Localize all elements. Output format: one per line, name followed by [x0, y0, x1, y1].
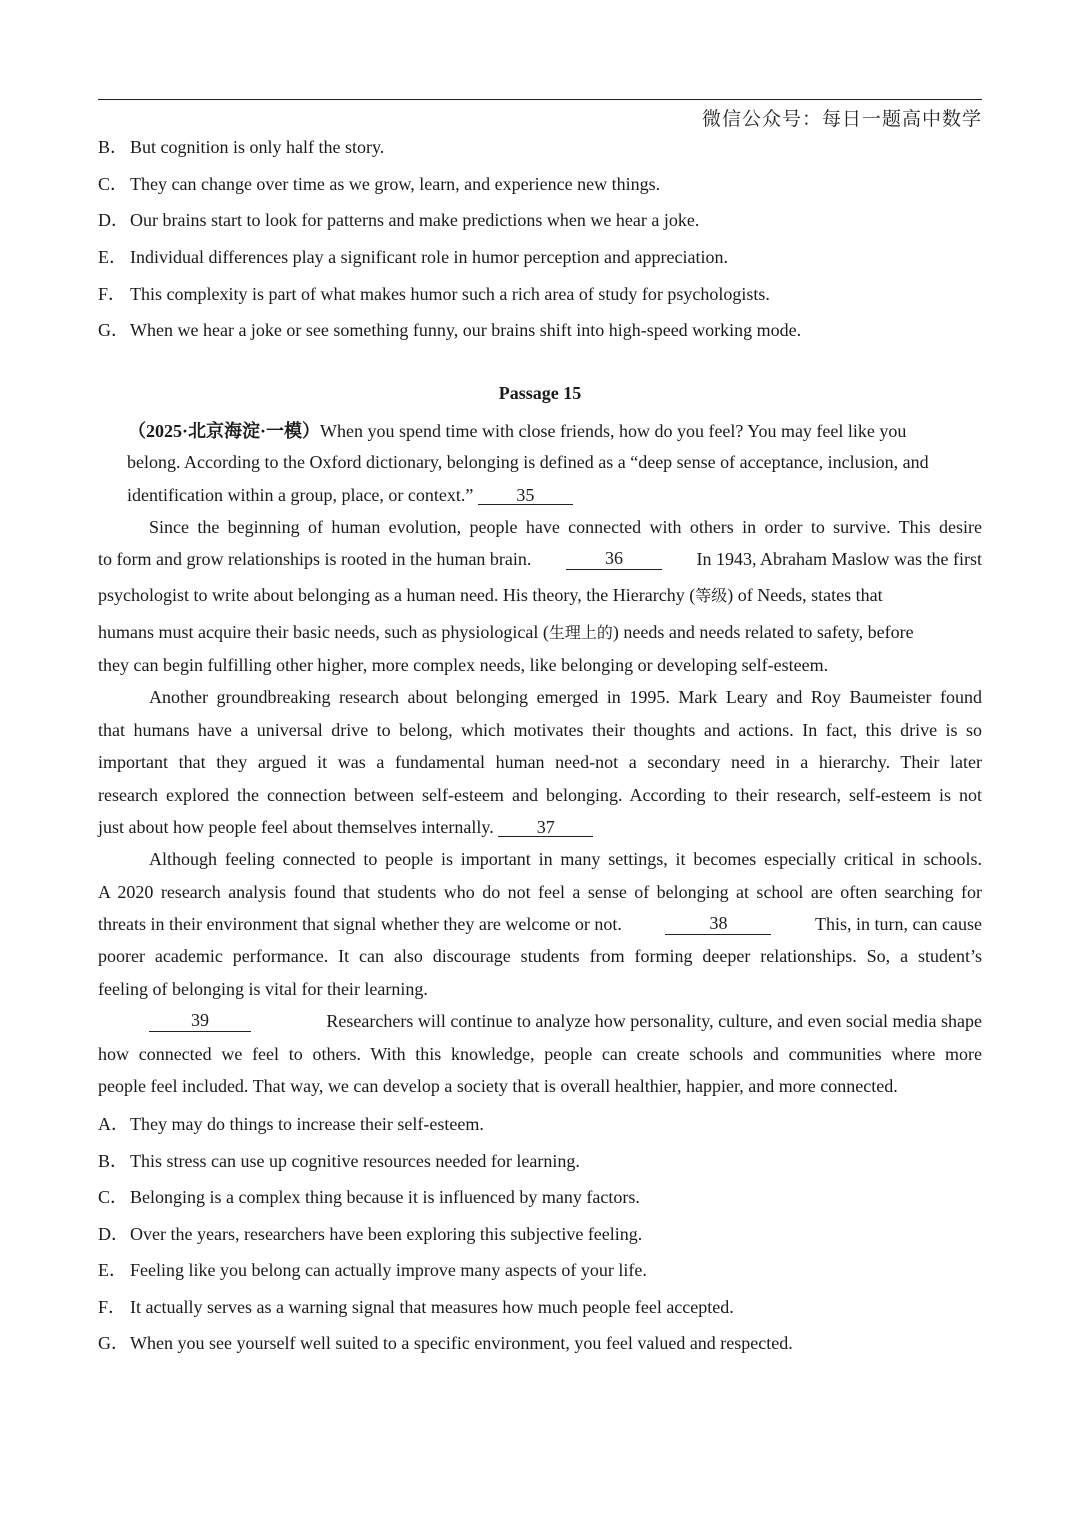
paragraph-4-line-3: threats in their environment that signal whether they are welcome or not. 38 This, in turn, can cause	[98, 913, 982, 934]
option-f: F． It actually serves as a warning signal that measures how much people feel accepted.	[98, 1297, 734, 1317]
option-c: C． Belonging is a complex thing because it is influenced by many factors.	[98, 1187, 640, 1207]
paragraph-4-line-4: poorer academic performance. It can also discourage students from forming deeper relationships. So, a student’s	[98, 946, 982, 966]
paragraph-3-line-1: Another groundbreaking research about belonging emerged in 1995. Mark Leary and Roy Baumeister found	[149, 687, 982, 707]
paragraph-1-line-1: （2025·北京海淀·一模）When you spend time with close friends, how do you feel? You may feel like you	[128, 421, 907, 441]
paragraph-4-line-2: A 2020 research analysis found that students who do not feel a sense of belonging at school are often searching for	[98, 882, 982, 902]
prev-option-g: G．When we hear a joke or see something funny, our brains shift into high-speed working mode.	[98, 320, 802, 340]
blank-39: 39	[149, 1011, 251, 1032]
prev-option-c: C． They can change over time as we grow, learn, and experience new things.	[98, 174, 661, 194]
paragraph-3-line-5: just about how people feel about themselves internally. 37	[98, 817, 593, 838]
paragraph-5-line-1: 39 Researchers will continue to analyze how personality, culture, and even social media shape	[149, 1011, 982, 1032]
header-rule	[98, 99, 982, 100]
paragraph-2-line-1: Since the beginning of human evolution, people have connected with others in order to survive. This desire	[149, 517, 982, 537]
prev-option-d: D．Our brains start to look for patterns and make predictions when we hear a joke.	[98, 210, 700, 230]
prev-option-e: E． Individual differences play a significant role in humor perception and appreciation.	[98, 247, 728, 267]
blank-36: 36	[566, 549, 662, 570]
paragraph-3-line-3: important that they argued it was a fundamental human need-not a secondary need in a hierarchy. Their later	[98, 752, 982, 772]
source-label: （2025·北京海淀·一模）	[128, 421, 321, 441]
paragraph-5-line-2: how connected we feel to others. With this knowledge, people can create schools and communities where more	[98, 1044, 982, 1064]
paragraph-2-line-3: psychologist to write about belonging as a human need. His theory, the Hierarchy (等级) of Needs, states that	[98, 585, 883, 605]
paragraph-2-line-2: to form and grow relationships is rooted in the human brain. 36 In 1943, Abraham Maslow was the first	[98, 548, 982, 569]
paragraph-1-line-2: belong. According to the Oxford dictionary, belonging is defined as a “deep sense of acceptance, inclusion, and	[127, 452, 929, 472]
prev-option-b: B． But cognition is only half the story.	[98, 137, 385, 157]
passage-title: Passage 15	[498, 383, 582, 403]
option-b: B． This stress can use up cognitive resources needed for learning.	[98, 1151, 580, 1171]
paragraph-5-line-3: people feel included. That way, we can develop a society that is overall healthier, happier, and more connected.	[98, 1076, 898, 1096]
paragraph-3-line-2: that humans have a universal drive to belong, which motivates their thoughts and actions. In fact, this drive is so	[98, 720, 982, 740]
paragraph-3-line-4: research explored the connection between self-esteem and belonging. According to their research, self-esteem is not	[98, 785, 982, 805]
option-a: A．They may do things to increase their self-esteem.	[98, 1114, 484, 1134]
paragraph-2-line-5: they can begin fulfilling other higher, more complex needs, like belonging or developing self-esteem.	[98, 655, 829, 675]
option-e: E． Feeling like you belong can actually improve many aspects of your life.	[98, 1260, 647, 1280]
header-watermark: 微信公众号：每日一题高中数学	[701, 108, 982, 130]
blank-37: 37	[498, 818, 593, 837]
paragraph-2-line-4: humans must acquire their basic needs, such as physiological (生理上的) needs and needs related to safety, before	[98, 622, 914, 642]
paragraph-1-line-3: identification within a group, place, or context.” 35	[127, 485, 573, 506]
blank-35: 35	[478, 486, 573, 505]
option-g: G．When you see yourself well suited to a specific environment, you feel valued and respected.	[98, 1333, 793, 1353]
option-d: D．Over the years, researchers have been exploring this subjective feeling.	[98, 1224, 643, 1244]
prev-option-f: F． This complexity is part of what makes humor such a rich area of study for psychologists.	[98, 284, 770, 304]
blank-38: 38	[665, 914, 771, 935]
paragraph-4-line-1: Although feeling connected to people is important in many settings, it becomes especially critical in schools.	[149, 849, 982, 869]
paragraph-4-line-5: feeling of belonging is vital for their learning.	[98, 979, 428, 999]
